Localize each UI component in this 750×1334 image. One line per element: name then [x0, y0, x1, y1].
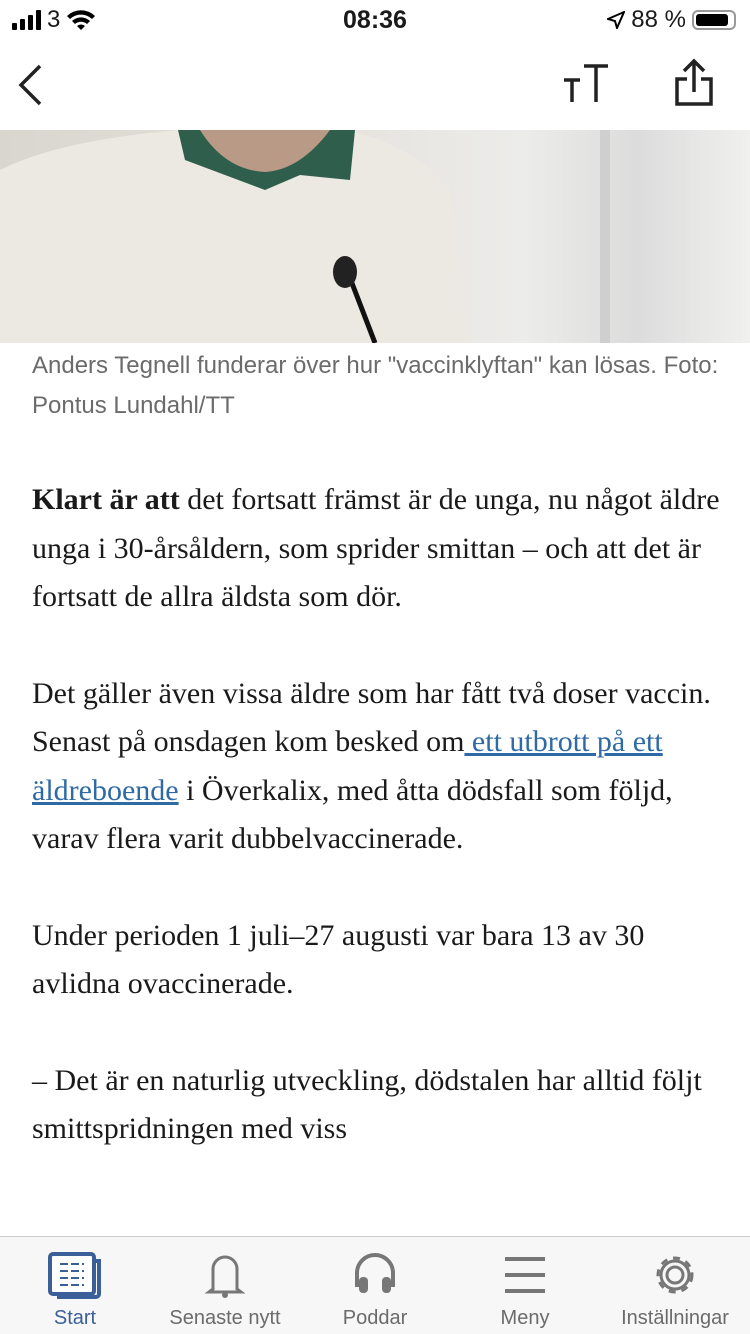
- menu-icon: [503, 1251, 547, 1299]
- paragraph-text: i Överkalix, med åtta dödsfall som följd, varav flera varit dubbelvaccinerade.: [32, 773, 673, 855]
- back-icon[interactable]: [16, 64, 44, 106]
- carrier: 3: [47, 6, 61, 33]
- paragraph: – Det är en naturlig utveckling, dödstalen har alltid följt smittspridningen med viss: [32, 1063, 702, 1145]
- newspaper-icon: [47, 1251, 103, 1299]
- text-size-icon[interactable]: [562, 64, 610, 104]
- share-icon[interactable]: [674, 58, 714, 106]
- tab-bar: [0, 1236, 750, 1334]
- tab-start[interactable]: [0, 1237, 150, 1334]
- lead-bold: Klart är att: [32, 483, 180, 516]
- clock: 08:36: [343, 6, 407, 34]
- tab-label: Start: [53, 1307, 97, 1329]
- paragraph: [32, 476, 722, 622]
- tab-meny[interactable]: [450, 1237, 600, 1334]
- nav-bar: [0, 40, 750, 130]
- paragraph-text: Det gäller även vissa äldre som har fått två doser vaccin. Senast på onsdagen kom besked om: [32, 676, 711, 758]
- location-icon: [607, 11, 625, 29]
- tab-installningar[interactable]: [600, 1237, 750, 1334]
- paragraph-text: det fortsatt främst är de unga, nu något äldre unga i 30-årsåldern, som sprider smittan – och att det är fortsatt de allra äldsta som dör.: [32, 483, 720, 613]
- battery-percent: 88 %: [631, 6, 686, 33]
- tab-senaste-nytt[interactable]: [150, 1237, 300, 1334]
- headphones-icon: [353, 1251, 397, 1299]
- article-body: [32, 476, 722, 1202]
- tab-label: Inställningar: [621, 1307, 729, 1329]
- tab-label: Poddar: [342, 1307, 408, 1329]
- article-link[interactable]: ett utbrott på ett äldreboende: [32, 725, 663, 807]
- status-bar: [0, 0, 750, 40]
- tab-poddar[interactable]: [300, 1237, 450, 1334]
- gear-icon: [651, 1251, 699, 1299]
- image-caption: Anders Tegnell funderar över hur "vaccinklyftan" kan lösas. Foto: Pontus Lundahl/TT: [32, 352, 719, 419]
- hero-image: [0, 130, 750, 343]
- bell-icon: [205, 1251, 245, 1299]
- paragraph: [32, 670, 722, 864]
- tab-label: Meny: [500, 1307, 550, 1329]
- paragraph: Under perioden 1 juli–27 augusti var bara 13 av 30 avlidna ovaccinerade.: [32, 918, 645, 1000]
- battery-icon: [692, 10, 736, 30]
- tab-label: Senaste nytt: [169, 1307, 281, 1329]
